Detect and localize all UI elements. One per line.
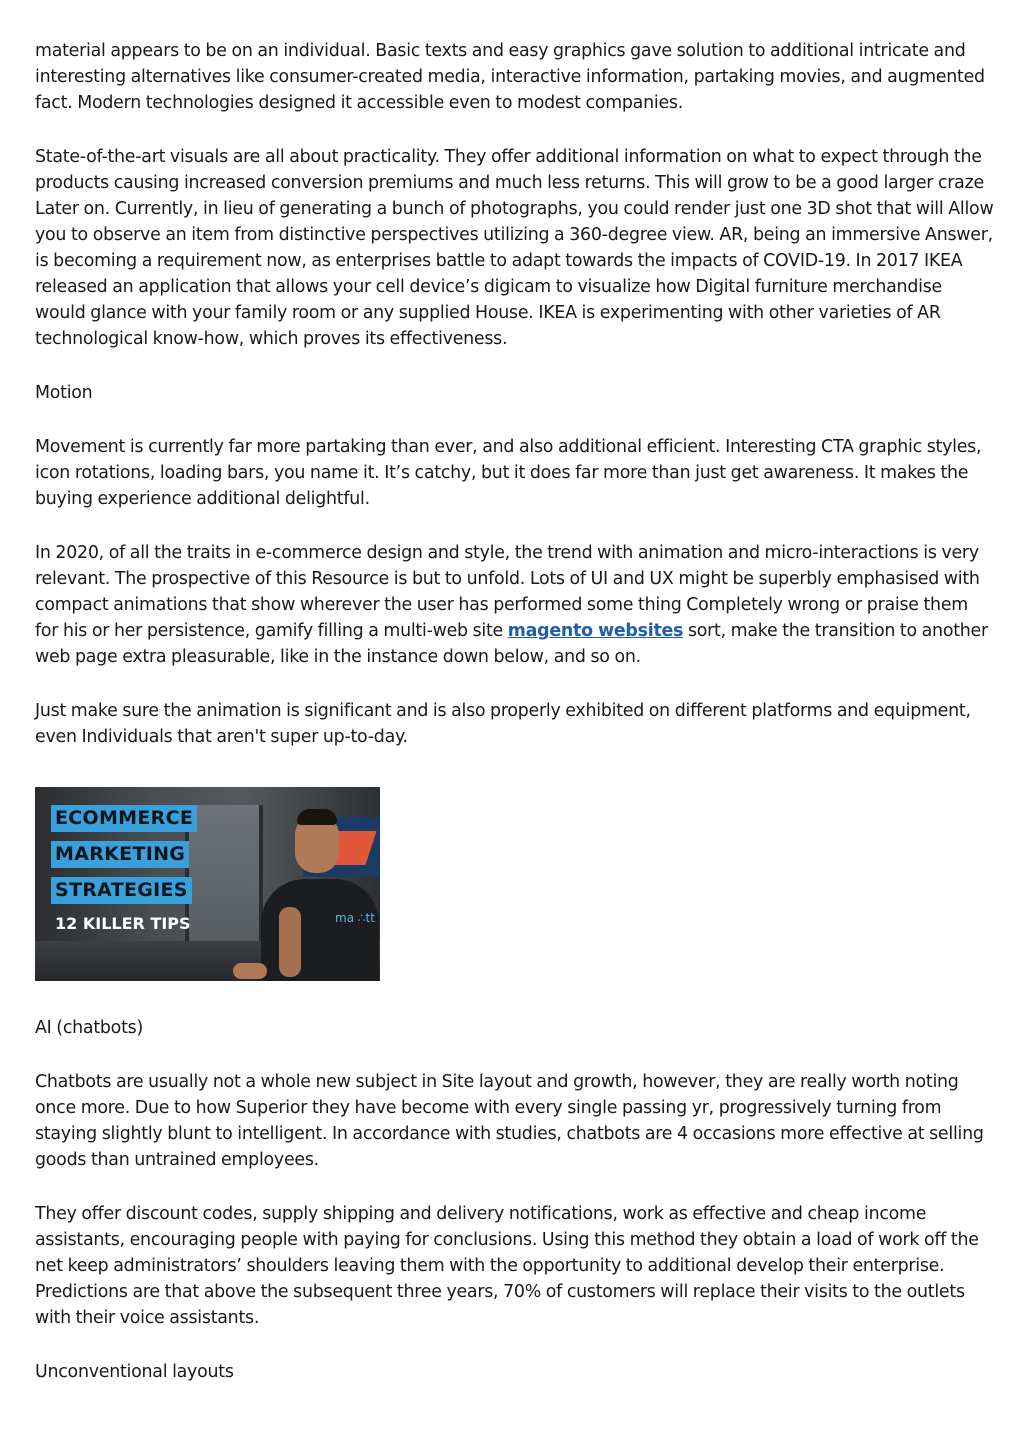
section-heading-layouts: Unconventional layouts xyxy=(35,1362,234,1382)
article-body xyxy=(35,38,995,1385)
video-thumbnail-image xyxy=(35,787,380,981)
thumbnail-shirt-logo: ma ∴tt xyxy=(335,911,375,925)
paragraph-intro: material appears to be on an individual. Basic texts and easy graphics gave solution to additional intricate and interesting alternatives like consumer-created media, interactive information, partaking movies, and augmented fact. Modern technologies designed it accessible even to modest companies. xyxy=(35,41,985,113)
paragraph-text-before-link: In 2020, of all the traits in e-commerce design and style, the trend with animation and micro-interactions is very relevant. The prospective of this Resource is but to unfold. Lots of UI and UX might be superbly emphasised with compact animations that show wherever the user has performed some thing Completely wrong or praise them for his or her persistence, gamify filling a multi-web site xyxy=(35,543,980,641)
thumbnail-person-hair xyxy=(297,809,337,825)
magento-websites-link[interactable]: magento websites xyxy=(507,621,684,641)
paragraph-chatbots: Chatbots are usually not a whole new subject in Site layout and growth, however, they are really worth noting once more. Due to how Superior they have become with every single passing yr, progressively turning from staying slightly blunt to intelligent. In accordance with studies, chatbots are 4 occasions more effective at selling goods than untrained employees. xyxy=(35,1072,984,1170)
thumbnail-person-hand xyxy=(233,963,267,979)
section-heading-ai: AI (chatbots) xyxy=(35,1018,143,1038)
thumbnail-subtitle: 12 KILLER TIPS xyxy=(55,914,191,933)
thumbnail-title-line-3: STRATEGIES xyxy=(51,877,192,904)
paragraph-text-after-link: sort, make the transition to another web page extra pleasurable, like in the instance down below, and so on. xyxy=(35,621,988,667)
paragraph-visuals: State-of-the-art visuals are all about practicality. They offer additional information on what to expect through the products causing increased conversion premiums and much less returns. This will grow to be a good larger craze Later on. Currently, in lieu of generating a bunch of photographs, you could render just one 3D shot that will Allow you to observe an item from distinctive perspectives utilizing a 360-degree view. AR, being an immersive Answer, is becoming a requirement now, as enterprises battle to adapt towards the impacts of COVID-19. In 2017 IKEA released an application that allows your cell device’s digicam to visualize how Digital furniture merchandise would glance with your family room or any supplied House. IKEA is experimenting with other varieties of AR technological know-how, which proves its effectiveness. xyxy=(35,147,994,349)
paragraph-animation-note: Just make sure the animation is significant and is also properly exhibited on different platforms and equipment, even Individuals that aren't super up-to-day. xyxy=(35,701,971,747)
paragraph-movement: Movement is currently far more partaking than ever, and also additional efficient. Interesting CTA graphic styles, icon rotations, loading bars, you name it. It’s catchy, but it does far more than just get awareness. It makes the buying experience additional delightful. xyxy=(35,437,982,509)
thumbnail-person-arm xyxy=(279,907,301,977)
paragraph-chatbot-benefits: They offer discount codes, supply shipping and delivery notifications, work as effective and cheap income assistants, encouraging people with paying for conclusions. Using this method they obtain a load of work off the net keep administrators’ shoulders leaving them with the opportunity to additional develop their enterprise. Predictions are that above the subsequent three years, 70% of customers will replace their visits to the outlets with their voice assistants. xyxy=(35,1204,979,1328)
section-heading-motion: Motion xyxy=(35,383,93,403)
thumbnail-title-line-2: MARKETING xyxy=(51,841,189,868)
paragraph-animation-trend xyxy=(35,540,995,670)
thumbnail-title-line-1: ECOMMERCE xyxy=(51,805,197,832)
